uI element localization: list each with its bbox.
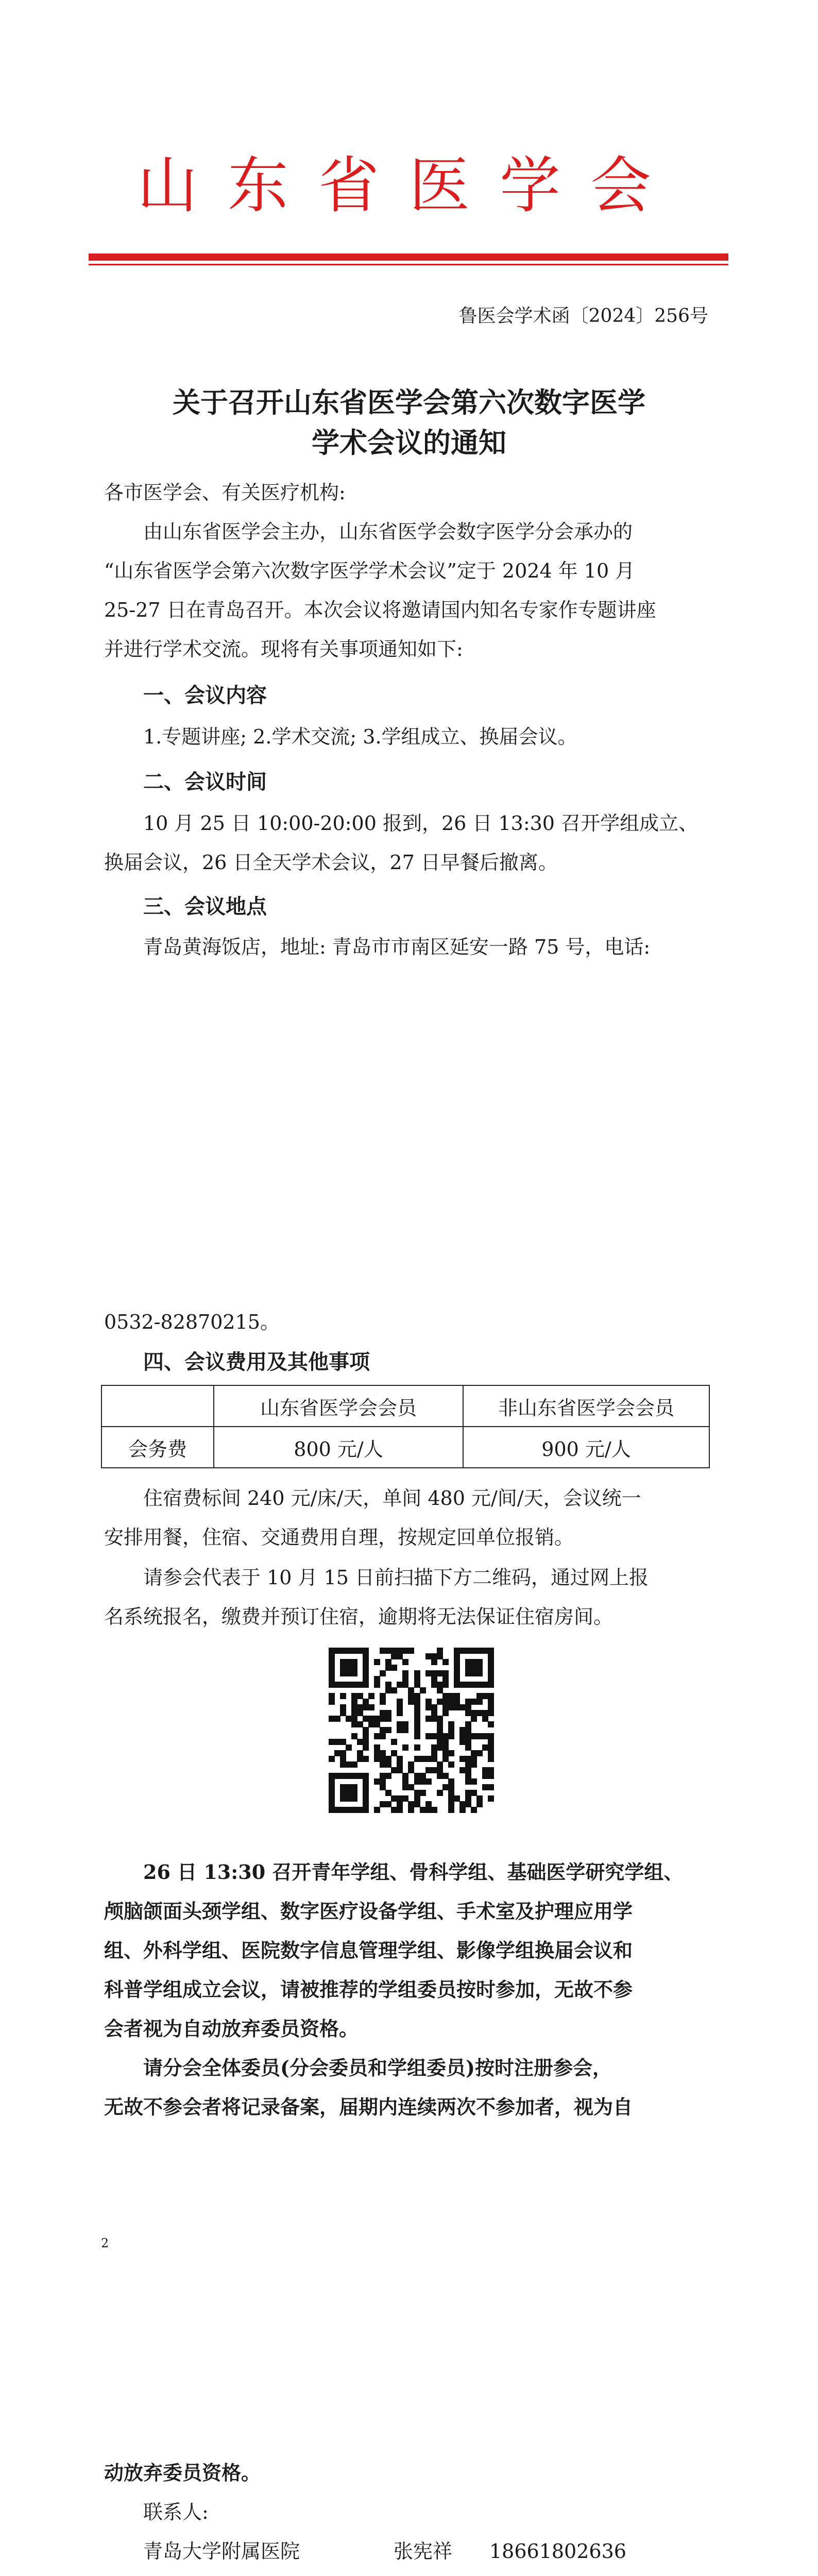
qr-module — [437, 1790, 443, 1796]
qr-module — [402, 1727, 408, 1733]
qr-module — [471, 1778, 477, 1785]
qr-module — [334, 1716, 340, 1722]
salutation: 各市医学会、有关医疗机构: — [104, 481, 346, 504]
qr-module — [380, 1670, 386, 1676]
qr-module — [397, 1710, 403, 1716]
fee-table — [101, 1385, 710, 1468]
qr-module — [488, 1682, 494, 1688]
table-cell: 800 元/人 — [214, 1427, 463, 1468]
qr-module — [420, 1790, 426, 1796]
registration-text: 名系统报名，缴费并预订住宿，逾期将无法保证住宿房间。 — [104, 1605, 614, 1628]
qr-module — [488, 1795, 494, 1802]
bold-notice-line: 动放弃委员资格。 — [104, 2461, 261, 2484]
document-title-line2: 学术会议的通知 — [312, 426, 506, 459]
table-row — [101, 1385, 709, 1427]
qr-module — [414, 1744, 420, 1751]
table-row — [101, 1427, 709, 1468]
qr-module — [431, 1807, 437, 1813]
table-cell: 900 元/人 — [463, 1427, 709, 1468]
qr-module — [442, 1710, 449, 1716]
qr-module — [408, 1648, 414, 1654]
qr-module — [368, 1704, 374, 1710]
qr-module — [391, 1665, 397, 1671]
qr-module — [448, 1807, 454, 1813]
qr-module — [351, 1795, 357, 1802]
contact-phone: 18661802636 — [489, 2540, 626, 2563]
qr-module — [448, 1733, 454, 1739]
qr-module — [363, 1756, 369, 1762]
qr-module — [425, 1778, 432, 1785]
qr-module — [471, 1716, 477, 1722]
table-header-cell: 山东省医学会会员 — [214, 1385, 463, 1427]
qr-module — [363, 1807, 369, 1813]
qr-module — [431, 1659, 437, 1665]
qr-module — [414, 1733, 420, 1739]
qr-module — [471, 1761, 477, 1768]
qr-module — [329, 1756, 335, 1762]
contact-org — [143, 2571, 319, 2576]
qr-module — [368, 1693, 374, 1699]
qr-module — [476, 1670, 483, 1676]
section-heading-location: 三、会议地点 — [143, 894, 267, 919]
document-title-line1: 关于召开山东省医学会第六次数字医学 — [173, 386, 645, 419]
qr-module — [374, 1659, 380, 1665]
section-content-text: 1.专题讲座; 2.学术交流; 3.学组成立、换届会议。 — [143, 725, 577, 748]
qr-module — [351, 1761, 357, 1768]
intro-line: 25-27 日在青岛召开。本次会议将邀请国内知名专家作专题讲座 — [104, 599, 656, 621]
page-number: 2 — [101, 2236, 109, 2250]
qr-module — [380, 1733, 386, 1739]
section-time-text: 换届会议，26 日全天学术会议，27 日早餐后撤离。 — [104, 851, 558, 874]
bold-notice-line: 会者视为自动放弃委员资格。 — [104, 2017, 359, 2040]
document-reference-number: 鲁医会学术函〔2024〕256号 — [458, 306, 708, 327]
qr-module — [374, 1807, 380, 1813]
qr-module — [329, 1699, 335, 1705]
qr-module — [385, 1727, 391, 1733]
contact-label: 联系人: — [143, 2501, 209, 2523]
qr-module — [488, 1756, 494, 1762]
bold-notice-line: 颅脑颌面头颈学组、数字医疗设备学组、手术室及护理应用学 — [104, 1900, 633, 1923]
table-header-cell: 非山东省医学会会员 — [463, 1385, 709, 1427]
section-heading-content: 一、会议内容 — [143, 683, 267, 707]
bold-notice-line: 组、外科学组、医院数字信息管理学组、影像学组换届会议和 — [104, 1939, 633, 1962]
qr-module — [385, 1716, 391, 1722]
qr-module — [402, 1659, 408, 1665]
intro-line: 由山东省医学会主办，山东省医学会数字医学分会承办的 — [143, 520, 633, 543]
qr-module — [442, 1682, 449, 1688]
qr-module — [402, 1744, 408, 1751]
intro-line: “山东省医学会第六次数字医学学术会议”定于 2024 年 10 月 — [104, 560, 635, 582]
bold-notice-line: 无故不参会者将记录备案，届期内连续两次不参加者，视为自 — [104, 2095, 633, 2119]
qr-module — [385, 1773, 391, 1779]
qr-module — [442, 1659, 449, 1665]
qr-module — [448, 1761, 454, 1768]
qr-module — [459, 1807, 466, 1813]
section-heading-time: 二、会议时间 — [143, 770, 267, 794]
qr-module — [374, 1682, 380, 1688]
qr-module — [346, 1744, 352, 1751]
registration-text: 请参会代表于 10 月 15 日前扫描下方二维码，通过网上报 — [143, 1566, 649, 1589]
qr-module — [476, 1699, 483, 1705]
qr-module — [488, 1773, 494, 1779]
contact-name: 张宪祥 — [394, 2540, 453, 2563]
contact-phone — [489, 2571, 626, 2576]
qr-module — [408, 1807, 414, 1813]
registration-qr-code[interactable] — [329, 1648, 493, 1812]
intro-line: 并进行学术交流。现将有关事项通知如下: — [104, 638, 463, 660]
qr-module — [351, 1670, 357, 1676]
qr-module — [448, 1750, 454, 1756]
letterhead-rule — [89, 253, 728, 261]
qr-module — [391, 1739, 397, 1745]
qr-module — [391, 1687, 397, 1693]
contact-name — [394, 2571, 452, 2576]
table-cell: 会务费 — [101, 1427, 214, 1468]
qr-module — [488, 1721, 494, 1727]
qr-module — [420, 1687, 426, 1693]
qr-module — [471, 1807, 477, 1813]
section-location-text: 青岛黄海饭店，地址: 青岛市市南区延安一路 75 号，电话: — [143, 936, 651, 958]
qr-module — [380, 1699, 386, 1705]
section-location-phone: 0532-82870215。 — [104, 1311, 280, 1333]
letterhead-title: 山东省医学会 — [137, 150, 681, 221]
bold-notice-line: 科普学组成立会议，请被推荐的学组委员按时参加，无故不参 — [104, 1978, 633, 2001]
contact-org: 青岛大学附属医院 — [143, 2540, 300, 2563]
qr-module — [488, 1784, 494, 1790]
qr-module — [340, 1693, 346, 1699]
bold-notice-line: 26 日 13:30 召开青年学组、骨科学组、基础医学研究学组、 — [143, 1860, 684, 1884]
bold-notice-line: 请分会全体委员(分会委员和学组委员)按时注册参会， — [143, 2056, 612, 2079]
section-time-text: 10 月 25 日 10:00-20:00 报到，26 日 13:30 召开学组成立、 — [143, 812, 698, 835]
table-cell — [101, 1385, 214, 1427]
accommodation-text: 住宿费标间 240 元/床/天，单间 480 元/间/天，会议统一 — [143, 1487, 641, 1510]
letterhead-rule-thin — [89, 264, 728, 265]
section-heading-fees: 四、会议费用及其他事项 — [143, 1350, 370, 1374]
qr-module — [397, 1807, 403, 1813]
qr-module — [363, 1682, 369, 1688]
accommodation-text: 安排用餐，住宿、交通费用自理，按规定回单位报销。 — [104, 1526, 574, 1549]
qr-module — [476, 1801, 483, 1807]
qr-module — [363, 1744, 369, 1751]
qr-module — [476, 1750, 483, 1756]
qr-module — [488, 1710, 494, 1716]
